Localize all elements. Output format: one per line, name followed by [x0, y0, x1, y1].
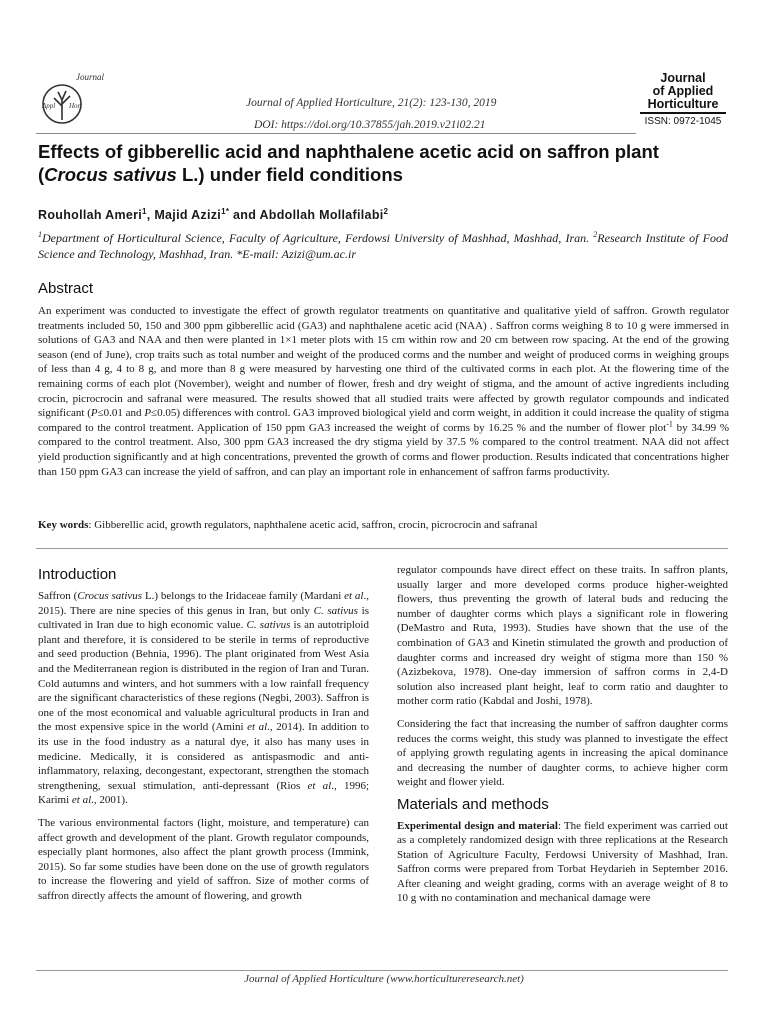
abstract-text: An experiment was conducted to investigate the effect of growth regulator treatments on quantitative and qualitative yield of saffron. Growth regulator treatments included 50, 150 and 300 ppm gibberellic acid (GA3) and naphthalene acetic acid (NAA) . Saffron corms weighing 8 to 10 g were immersed in solutions of GA3 and NAA and then were planted in 1×1 meter plots with 15 cm within row and 20 cm between row spacing. At the end of the growing season (end of June), crop traits such as total number and weight of the produced corms and the number and weight of produced corms in weighing groups of less than 4 g, 4 to 8 g, and more than 8 g were measured by harvesting one third of the cultivated corms in each plot. At the flowering time of the remaining corms of each plot (November), weight and number of flower, fresh and dry weight of stigma, and the amount of active ingredients including crocin, picrocrocin and safranal were measured. The results showed that all studied traits were affected by growth regulator compounds and indicated significant (P≤0.01 and P≤0.05) differences with control. GA3 improved biological yield and corm weight, in addition it could increase the quality of stigma compared to the control treatment. Application of 150 ppm GA3 increased the weight of corms by 16.25 % and the number of flower plot$^{-1}$ by 34.99 % compared to the control treatment. Also, 300 ppm GA3 increased the dry stigma yield by 37.5 % compared to the control treatment. NAA did not affect yield production significantly and at high concentrations, prevented the growth of corms and flower production. Results indicated that concentrations higher than 150 ppm GA3 can increase the yield of saffron, and can play an important role in enhancement of saffron farms productivity.: [38, 305, 729, 478]
right-column: [397, 563, 728, 914]
citation: Journal of Applied Horticulture, 21(2): 123-130, 2019: [246, 97, 497, 109]
svg-text:Hort: Hort: [69, 102, 83, 110]
keywords-label: Key words: [38, 519, 89, 531]
doi-link[interactable]: DOI: https://doi.org/10.37855/jah.2019.v21i02.21: [254, 119, 486, 131]
section-divider: [36, 548, 728, 549]
page-footer: Journal of Applied Horticulture (www.horticultureresearch.net): [244, 973, 524, 985]
intro-paragraph-2: The various environmental factors (light, moisture, and temperature) can affect growth and development of the plant. Growth regulator compounds, especially plant hormones, also affect the plant growth process (Immink, 2015). So far some studies have been done on the use of growth regulators to increase the flowering and yield of saffron. Size of mother corms of saffron directly affects the amount of flowering, and growth: [38, 816, 369, 902]
abstract-heading: Abstract: [38, 280, 94, 297]
methods-heading: Materials and methods: [397, 795, 549, 813]
journal-line-3: Horticulture: [640, 98, 726, 114]
methods-paragraph-1: Experimental design and material: The field experiment was carried out as a completely randomized design with three replications at the Research Station of Agriculture Faculty, Ferdowsi University of Mashhad, Iran. Saffron corms were prepared from Torbat Heydarieh in September 2016. After cleaning and weight grading, corms with an average weight of 8 to 10 g with no contamination and mechanical damage were: [397, 819, 728, 905]
author-1: Rouhollah Ameri: [38, 208, 143, 222]
journal-name-box: [640, 72, 726, 114]
issn: ISSN: 0972-1045: [644, 116, 722, 127]
intro-paragraph-1: Saffron (Crocus sativus L.) belongs to the Iridaceae family (Mardani et al., 2015). There are nine species of this genus in Iran, but only C. sativus is cultivated in Iran due to high economic value. C. sativus is an autotriploid plant and therefore, it is considered to be sterile in terms of reproductive and seed production (Behnia, 1996). The plant originated from West Asia and the Mediterranean region is distributed in the region of Iran and Turan. Cold autumns and winters, and hot summers with a low rainfall frequency are the significant characteristics of these regions (Negbi, 2003). Saffron is one of the most economical and valuable agricultural products in Iran and the most expensive spice in the world (Amini et al., 2014). In addition to its use in the food industry as a natural dye, it also has many uses in medicine. Medically, it is considered as antispasmodic and anti-inflammatory, relaxing, decongestant, expectorant, strengthen the stomach strengthening, sexual stimulation, anti-depressant (Rios et al., 1996; Karimi et al., 2001).: [38, 590, 369, 807]
paper-title: Effects of gibberellic acid and naphthalene acetic acid on saffron plant (Crocus sativus L.) under field conditions: [38, 141, 659, 185]
introduction-heading: Introduction: [38, 566, 117, 583]
journal-logo: [36, 70, 104, 128]
intro-paragraph-3: regulator compounds have direct effect on these traits. In saffron plants, usually larger and more developed corms produce higher-weighted flowers, thus preventing the growth of lateral buds and reducing the number of daughter corms which plays a significant role in flowering (DeMastro and Ruta, 1993). Studies have shown that the use of the combination of GA3 and Kinetin stimulated the growth and production of daughter corms and increased dry weight of stigma more than 150 % (Azizbekova, 1978). One-day immersion of saffron corms in 2,4-D solution also increased plant height, leaf to corm ratio and daughter to mother corm ratio (Kabdal and Joshi, 1978).: [397, 564, 728, 708]
footer-divider: [36, 970, 728, 971]
journal-line-2: of Applied: [652, 84, 714, 98]
intro-paragraph-4: Considering the fact that increasing the number of saffron daughter corms reduces the corms weight, this study was planned to investigate the effect of applying growth regulating agents in increasing the apical dominance and decreasing the number of daughter corms, to achieve higher corm weight and flower yield.: [397, 717, 728, 789]
author-3: Abdollah Mollafilabi: [259, 208, 384, 222]
affiliations: $^1$Department of Horticultural Science, Faculty of Agriculture, Ferdowsi University of Mashhad, Mashhad, Iran. $^2$Research Institute of Food Science and Technology, Mashhad, Iran. *E-mail: Azizi@um.ac.ir: [38, 230, 728, 261]
author-2: Majid Azizi: [154, 208, 222, 222]
logo-journal-text: Journal: [76, 72, 104, 82]
keywords: Key words: Gibberellic acid, growth regulators, naphthalene acetic acid, saffron, crocin, picrocrocin and safranal: [38, 519, 538, 531]
journal-line-1: Journal: [660, 71, 706, 85]
header-divider: [36, 133, 636, 134]
author-list: Rouhollah Ameri$^1$, Majid Azizi$^{1*}$ and Abdollah Mollafilabi$^2$: [38, 206, 389, 222]
left-column: [38, 589, 369, 911]
tree-logo-icon: [36, 70, 104, 128]
svg-text:Appl: Appl: [42, 102, 56, 110]
